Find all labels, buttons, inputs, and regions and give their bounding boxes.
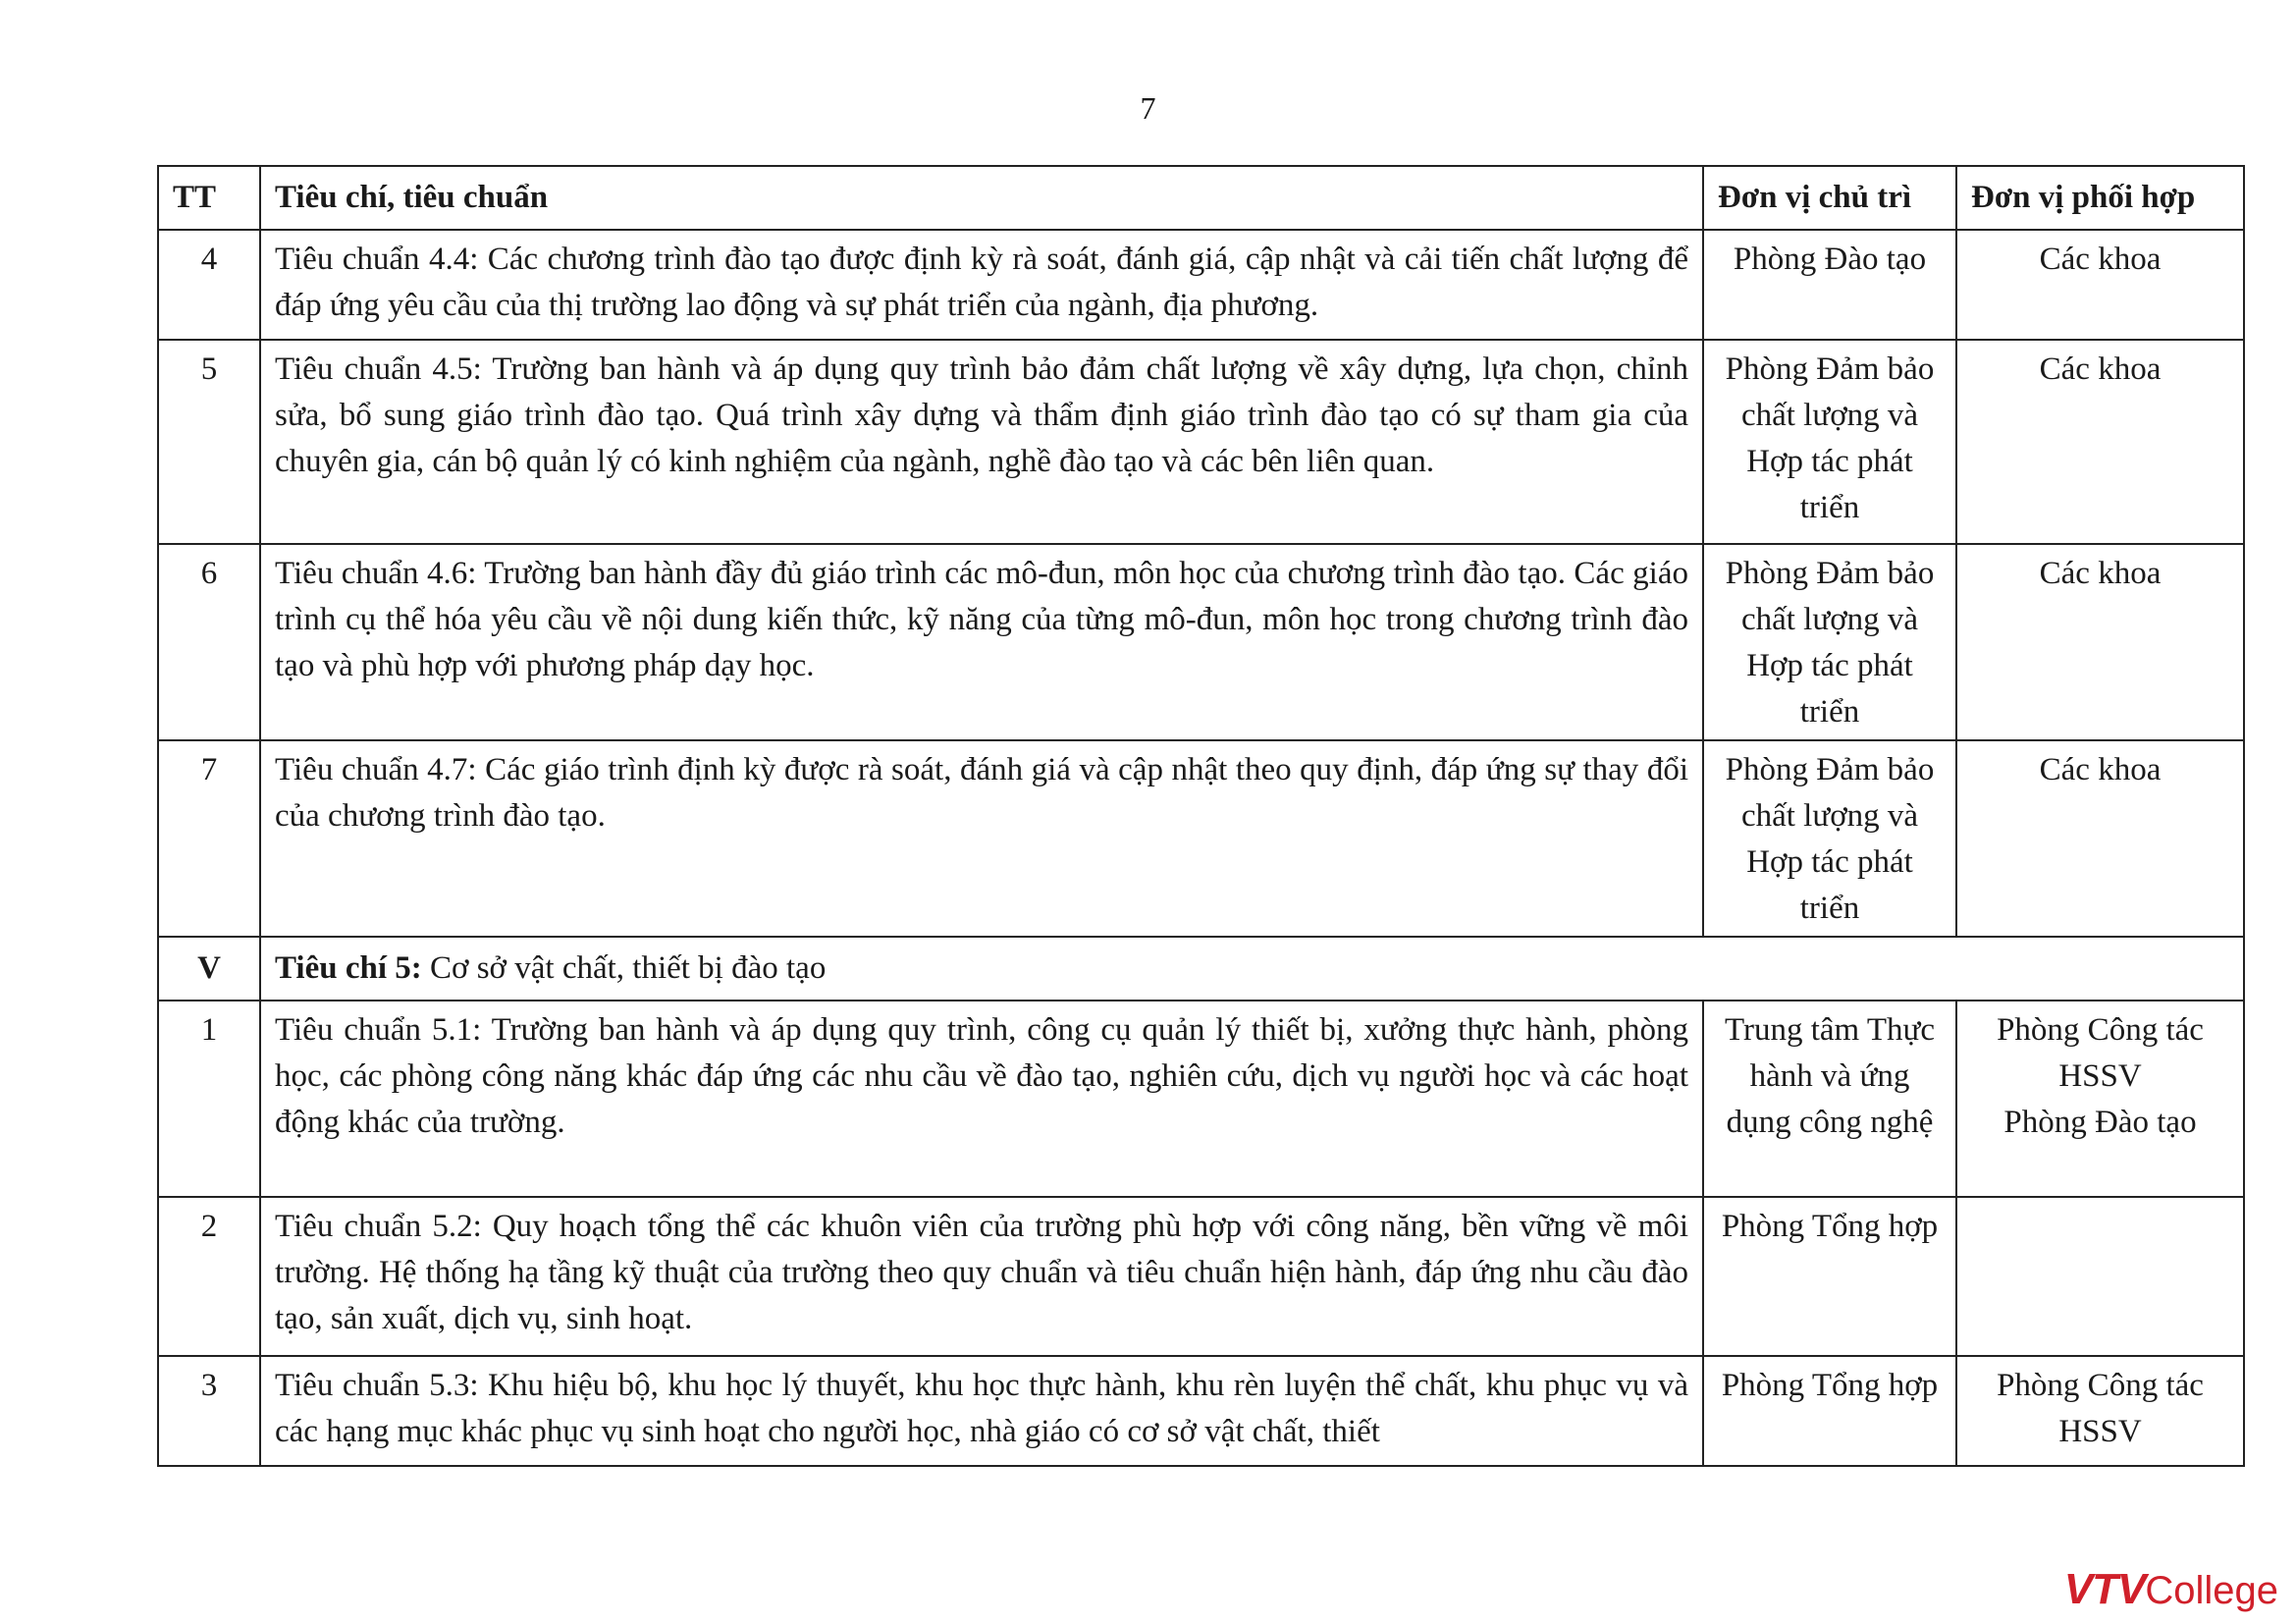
table-row (158, 340, 2244, 544)
row-coop-units (1956, 230, 2244, 340)
table-row (158, 544, 2244, 740)
row-tt: 3 (158, 1356, 260, 1466)
row-tt: 1 (158, 1001, 260, 1197)
row-host-unit: Phòng Đảm bảo chất lượng và Hợp tác phát triển (1703, 740, 1956, 937)
row-host-unit: Phòng Tổng hợp (1703, 1197, 1956, 1356)
coop-unit: Phòng Đào tạo (2003, 1105, 2197, 1140)
row-host-unit: Phòng Đào tạo (1703, 230, 1956, 340)
row-tt: 4 (158, 230, 260, 340)
row-criteria-text: Tiêu chuẩn 4.6: Trường ban hành đầy đủ giáo trình các mô-đun, môn học của chương trình đào tạo. Các giáo trình cụ thể hóa yêu cầu về nội dung kiến thức, kỹ năng của từng mô-đun, môn học trong chương trình đào tạo và phù hợp với phương pháp dạy học. (260, 544, 1703, 740)
section-text: Cơ sở vật chất, thiết bị đào tạo (421, 950, 827, 986)
row-coop-units (1956, 1001, 2244, 1197)
row-criteria-text: Tiêu chuẩn 5.1: Trường ban hành và áp dụng quy trình, công cụ quản lý thiết bị, xưởng thực hành, phòng học, các phòng công năng khác đáp ứng các nhu cầu về đào tạo, nghiên cứu, dịch vụ người học và các hoạt động khác của trường. (260, 1001, 1703, 1197)
row-criteria-text: Tiêu chuẩn 4.4: Các chương trình đào tạo được định kỳ rà soát, đánh giá, cập nhật và cải tiến chất lượng để đáp ứng yêu cầu của thị trường lao động và sự phát triển của ngành, địa phương. (260, 230, 1703, 340)
row-criteria-text: Tiêu chuẩn 5.2: Quy hoạch tổng thể các khuôn viên của trường phù hợp với công năng, bền vững về môi trường. Hệ thống hạ tầng kỹ thuật của trường theo quy chuẩn và tiêu chuẩn hiện hành, đáp ứng nhu cầu đào tạo, sản xuất, dịch vụ, sinh hoạt. (260, 1197, 1703, 1356)
coop-unit: Các khoa (2039, 352, 2162, 387)
logo-vtv: VTV (2063, 1565, 2146, 1613)
row-coop-units (1956, 740, 2244, 937)
row-tt: 6 (158, 544, 260, 740)
row-criteria-text: Tiêu chuẩn 4.7: Các giáo trình định kỳ được rà soát, đánh giá và cập nhật theo quy định, đáp ứng sự thay đổi của chương trình đào tạo. (260, 740, 1703, 937)
logo-college: College (2145, 1569, 2278, 1612)
table-header-row (158, 166, 2244, 230)
row-tt: 7 (158, 740, 260, 937)
row-host-unit: Phòng Đảm bảo chất lượng và Hợp tác phát triển (1703, 544, 1956, 740)
row-host-unit: Trung tâm Thực hành và ứng dụng công nghệ (1703, 1001, 1956, 1197)
coop-unit: Phòng Công tác HSSV (1997, 1012, 2204, 1094)
row-criteria-text: Tiêu chuẩn 5.3: Khu hiệu bộ, khu học lý thuyết, khu học thực hành, khu rèn luyện thể chất, khu phục vụ và các hạng mục khác phục vụ sinh hoạt cho người học, nhà giáo có cơ sở vật chất, thiết (260, 1356, 1703, 1466)
coop-unit: Các khoa (2039, 752, 2162, 787)
row-tt: 2 (158, 1197, 260, 1356)
section-tt: V (158, 937, 260, 1001)
vtv-college-logo (2064, 1565, 2278, 1614)
coop-unit: Phòng Công tác HSSV (1997, 1368, 2204, 1449)
table-row (158, 1356, 2244, 1466)
row-criteria-text: Tiêu chuẩn 4.5: Trường ban hành và áp dụng quy trình bảo đảm chất lượng về xây dựng, lựa chọn, chỉnh sửa, bổ sung giáo trình đào tạo. Quá trình xây dựng và thẩm định giáo trình đào tạo có sự tham gia của chuyên gia, cán bộ quản lý có kinh nghiệm của ngành, nghề đào tạo và các bên liên quan. (260, 340, 1703, 544)
row-coop-units (1956, 544, 2244, 740)
section-row (158, 937, 2244, 1001)
section-title (260, 937, 2244, 1001)
row-coop-units (1956, 340, 2244, 544)
criteria-4-rows (158, 230, 2244, 937)
table-row (158, 230, 2244, 340)
section-label: Tiêu chí 5: (275, 950, 422, 986)
criteria-5-rows (158, 1001, 2244, 1466)
table-row (158, 740, 2244, 937)
header-tt: TT (158, 166, 260, 230)
header-coop: Đơn vị phối hợp (1956, 166, 2244, 230)
row-coop-units (1956, 1197, 2244, 1356)
row-coop-units (1956, 1356, 2244, 1466)
coop-unit: Các khoa (2039, 242, 2162, 277)
header-host: Đơn vị chủ trì (1703, 166, 1956, 230)
row-tt: 5 (158, 340, 260, 544)
table-row (158, 1197, 2244, 1356)
page-number: 7 (1140, 90, 1156, 126)
row-host-unit: Phòng Tổng hợp (1703, 1356, 1956, 1466)
header-criteria: Tiêu chí, tiêu chuẩn (260, 166, 1703, 230)
criteria-table (157, 165, 2245, 1467)
row-host-unit: Phòng Đảm bảo chất lượng và Hợp tác phát triển (1703, 340, 1956, 544)
coop-unit: Các khoa (2039, 556, 2162, 591)
table-row (158, 1001, 2244, 1197)
